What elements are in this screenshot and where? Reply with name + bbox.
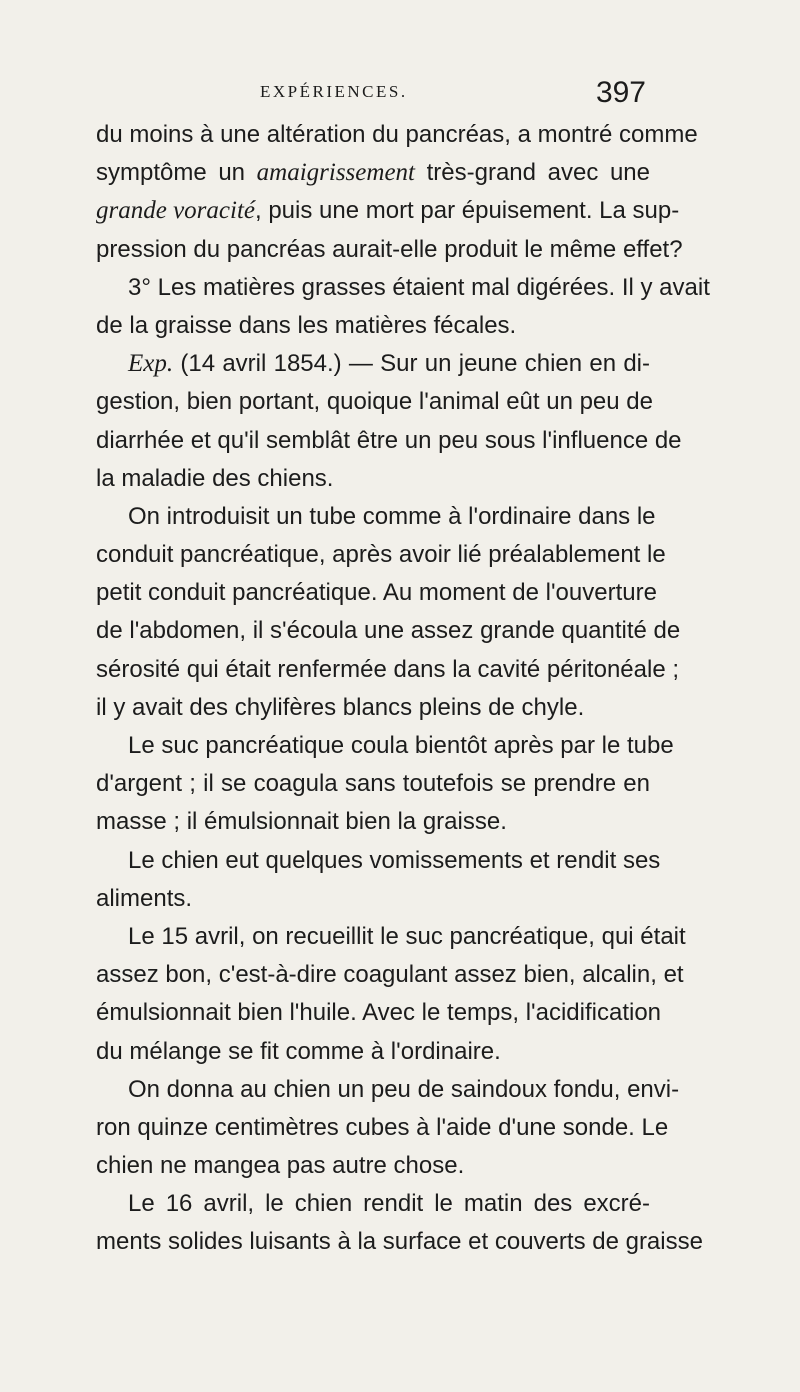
line-text: diarrhée et qu'il semblât être un peu sous l'influence de (96, 426, 682, 454)
italic-text: amaigrissement (256, 159, 415, 187)
text-line (96, 1071, 680, 1109)
line-text: Le suc pancréatique coula bientôt après par le tube (128, 732, 674, 759)
line-text: de l'abdomen, il s'écoula une assez grande quantité de (96, 617, 681, 645)
text-line (96, 918, 686, 956)
line-text: il y avait des chylifères blancs pleins de chyle. (96, 693, 585, 721)
text-line (96, 1033, 650, 1071)
text-line (96, 1185, 650, 1223)
text-line (96, 231, 683, 269)
page-number: 397 (595, 76, 646, 109)
line-text: sérosité qui était renfermée dans la cavité péritonéale ; (96, 655, 679, 683)
line-text: , puis une mort par épuisement. La sup- (254, 197, 680, 225)
text-line (96, 498, 656, 536)
line-text: d'argent ; il se coagula sans toutefois se prendre en (96, 770, 650, 798)
text-line (96, 1109, 669, 1147)
text-line (96, 1147, 650, 1185)
text-line (96, 536, 666, 574)
line-text: masse ; il émulsionnait bien la graisse. (96, 808, 507, 836)
line-text: pression du pancréas aurait-elle produit le même effet? (96, 235, 683, 263)
line-text: ments solides luisants à la surface et couverts de graisse (96, 1228, 703, 1256)
running-title: EXPÉRIENCES. (260, 82, 408, 101)
line-text: très-grand avec une (414, 159, 650, 187)
text-line (96, 192, 680, 230)
line-text: symptôme un (96, 159, 257, 187)
text-line (96, 1223, 703, 1261)
text-line (96, 383, 653, 421)
line-text: ron quinze centimètres cubes à l'aide d'une sonde. Le (96, 1113, 669, 1141)
text-line (96, 651, 679, 689)
text-line (96, 803, 650, 841)
italic-text: Exp. (128, 350, 174, 378)
text-line (96, 765, 650, 803)
line-text: la maladie des chiens. (96, 464, 334, 492)
line-text: Le chien eut quelques vomissements et rendit ses (128, 846, 661, 874)
line-text: conduit pancréatique, après avoir lié préalablement le (96, 541, 666, 569)
text-line (96, 154, 650, 192)
text-line (96, 880, 650, 918)
text-line (96, 422, 682, 460)
text-line (96, 612, 681, 650)
text-line (96, 460, 650, 498)
text-line (96, 269, 710, 307)
text-line (96, 994, 662, 1032)
line-text: gestion, bien portant, quoique l'animal eût un peu de (96, 388, 653, 416)
line-text: Le 16 avril, le chien rendit le matin des excré- (128, 1190, 650, 1218)
text-line (96, 727, 674, 765)
page-header (96, 78, 646, 112)
text-line (96, 574, 657, 612)
text-line (96, 345, 650, 383)
line-text: On donna au chien un peu de saindoux fondu, envi- (128, 1075, 680, 1103)
italic-text: grande voracité (96, 197, 255, 225)
text-line (96, 842, 661, 880)
text-line (96, 689, 650, 727)
body-text (96, 116, 710, 1262)
line-text: du mélange se fit comme à l'ordinaire. (96, 1037, 501, 1065)
line-text: assez bon, c'est-à-dire coagulant assez bien, alcalin, et (96, 961, 684, 989)
line-text: (14 avril 1854.) — Sur un jeune chien en di- (173, 350, 650, 378)
line-text: de la graisse dans les matières fécales. (96, 311, 517, 339)
line-text: petit conduit pancréatique. Au moment de l'ouverture (96, 579, 657, 607)
text-line (96, 116, 698, 154)
line-text: Le 15 avril, on recueillit le suc pancréatique, qui était (128, 922, 686, 950)
text-line (96, 307, 650, 345)
line-text: émulsionnait bien l'huile. Avec le temps, l'acidification (96, 999, 662, 1027)
line-text: 3° Les matières grasses étaient mal digérées. Il y avait (128, 273, 710, 301)
line-text: du moins à une altération du pancréas, a montré comme (96, 121, 698, 148)
line-text: chien ne mangea pas autre chose. (96, 1152, 465, 1180)
line-text: aliments. (96, 884, 193, 912)
text-line (96, 956, 684, 994)
line-text: On introduisit un tube comme à l'ordinaire dans le (128, 502, 656, 530)
